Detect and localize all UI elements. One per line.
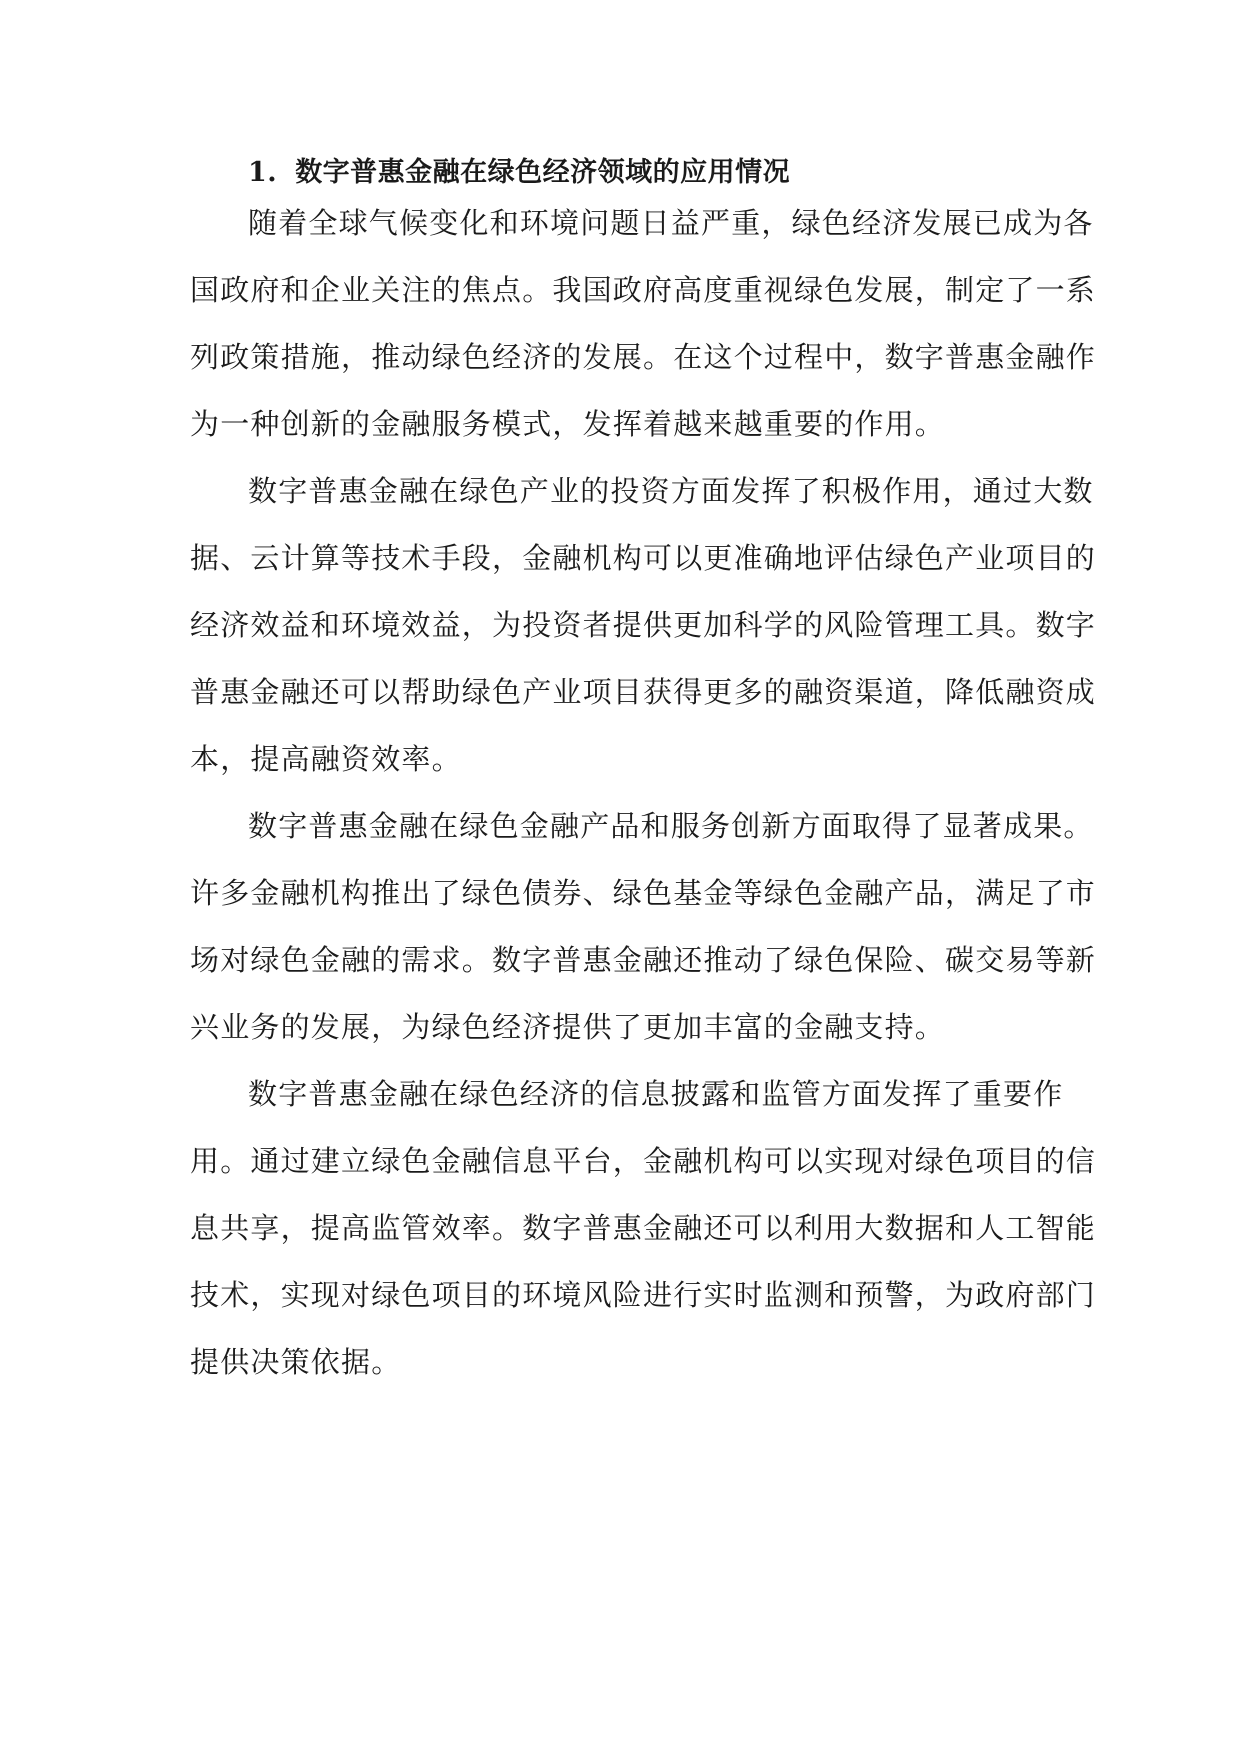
paragraph-2-line-3: 经济效益和环境效益，为投资者提供更加科学的风险管理工具。数字 (190, 608, 1097, 642)
paragraph-4-line-3: 息共享，提高监管效率。数字普惠金融还可以利用大数据和人工智能 (190, 1211, 1097, 1245)
section-title: 数字普惠金融在绿色经济领域的应用情况 (295, 157, 791, 188)
paragraph-3-line-1: 数字普惠金融在绿色金融产品和服务创新方面取得了显著成果。 (248, 809, 1094, 843)
paragraph-3-line-4: 兴业务的发展，为绿色经济提供了更加丰富的金融支持。 (190, 1010, 946, 1044)
paragraph-1-line-4: 为一种创新的金融服务模式，发挥着越来越重要的作用。 (190, 407, 946, 441)
paragraph-4-line-2: 用。通过建立绿色金融信息平台，金融机构可以实现对绿色项目的信 (190, 1144, 1097, 1178)
paragraph-3-line-2: 许多金融机构推出了绿色债券、绿色基金等绿色金融产品，满足了市 (190, 876, 1097, 910)
paragraph-2-line-2: 据、云计算等技术手段，金融机构可以更准确地评估绿色产业项目的 (190, 541, 1097, 575)
paragraph-4-line-4: 技术，实现对绿色项目的环境风险进行实时监测和预警，为政府部门 (190, 1278, 1097, 1312)
paragraph-1-line-2: 国政府和企业关注的焦点。我国政府高度重视绿色发展，制定了一系 (190, 273, 1097, 307)
paragraph-1-line-3: 列政策措施，推动绿色经济的发展。在这个过程中，数字普惠金融作 (190, 340, 1097, 374)
paragraph-2-line-4: 普惠金融还可以帮助绿色产业项目获得更多的融资渠道，降低融资成 (190, 675, 1097, 709)
paragraph-2-line-5: 本，提高融资效率。 (190, 742, 462, 776)
paragraph-4-line-5: 提供决策依据。 (190, 1345, 402, 1379)
section-heading (248, 150, 790, 189)
section-number: 1. (248, 157, 278, 188)
paragraph-1-line-1: 随着全球气候变化和环境问题日益严重，绿色经济发展已成为各 (248, 206, 1094, 240)
paragraph-4-line-1: 数字普惠金融在绿色经济的信息披露和监管方面发挥了重要作 (248, 1077, 1064, 1111)
paragraph-2-line-1: 数字普惠金融在绿色产业的投资方面发挥了积极作用，通过大数 (248, 474, 1094, 508)
paragraph-3-line-3: 场对绿色金融的需求。数字普惠金融还推动了绿色保险、碳交易等新 (190, 943, 1097, 977)
